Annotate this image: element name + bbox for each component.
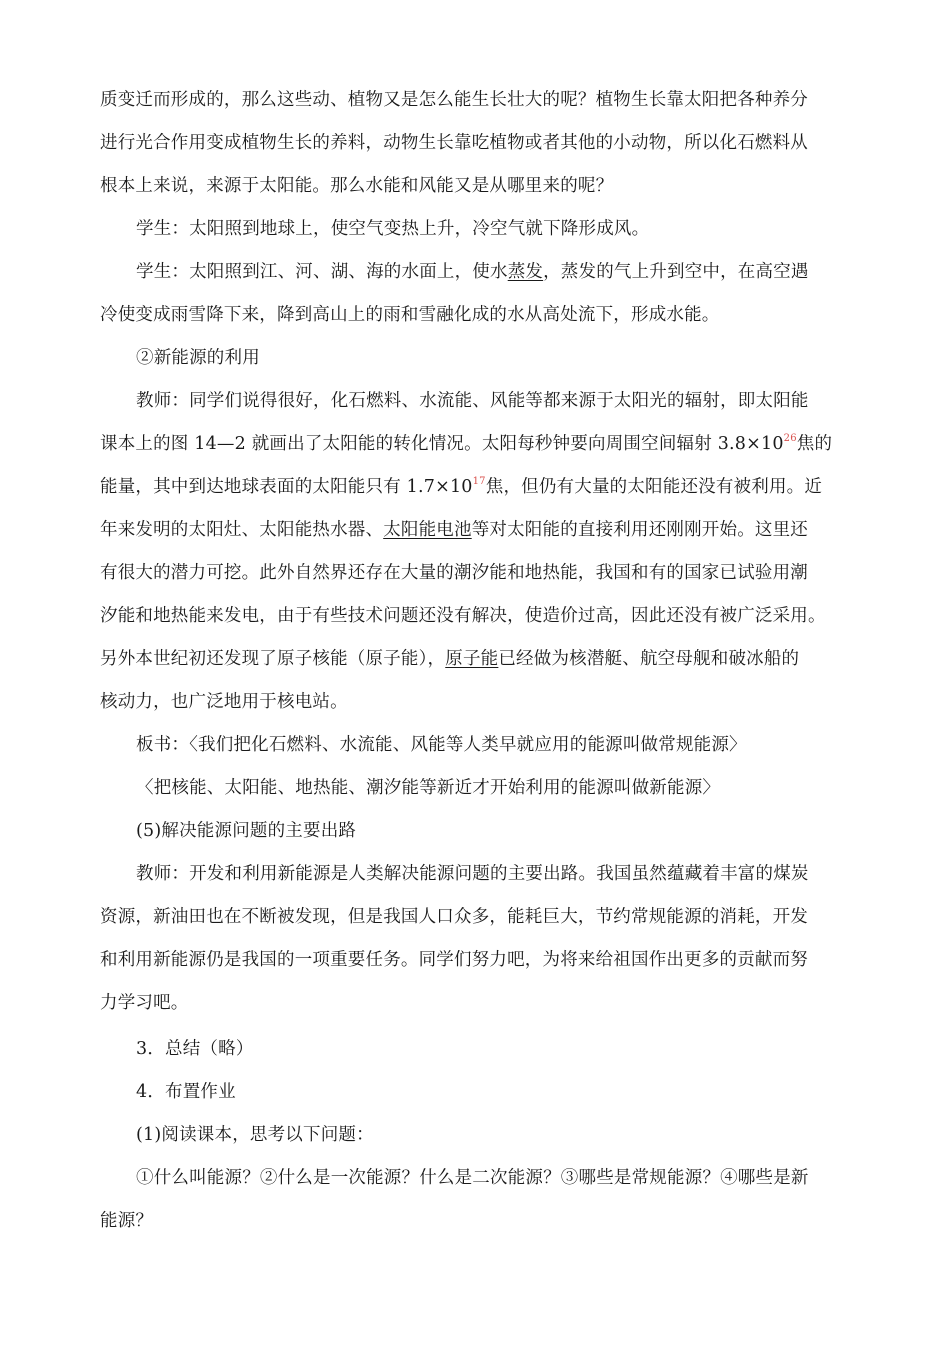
text-segment: 另外本世纪初还发现了原子核能（原子能）， xyxy=(100,649,446,669)
text-segment: ，蒸发的气上升到空中，在高空遇 xyxy=(543,262,809,282)
text-segment: 等对太阳能的直接利用还刚刚开始。这里还 xyxy=(471,520,809,540)
homework-item-1: (1)阅读课本，思考以下问题： xyxy=(136,1125,374,1145)
text-segment: 已经做为核潜艇、航空母舰和破冰船的 xyxy=(498,649,800,669)
paragraph-line: 汐能和地热能来发电，由于有些技术问题还没有解决，使造价过高，因此还没有被广泛采用。 xyxy=(100,606,826,626)
paragraph-line: 有很大的潜力可挖。此外自然界还存在大量的潮汐能和地热能，我国和有的国家已试验用潮 xyxy=(100,563,808,583)
paragraph-line: 冷使变成雨雪降下来，降到高山上的雨和雪融化成的水从高处流下，形成水能。 xyxy=(100,305,720,325)
blackboard-note-1: 板书：〈我们把化石燃料、水流能、风能等人类早就应用的能源叫做常规能源〉 xyxy=(136,735,747,755)
paragraph-line: 进行光合作用变成植物生长的养料，动物生长靠吃植物或者其他的小动物，所以化石燃料从 xyxy=(100,133,808,153)
paragraph-line xyxy=(100,518,808,542)
paragraph-line xyxy=(100,647,799,671)
exponent: 17 xyxy=(472,476,486,487)
text-segment: 课本上的图 14—2 就画出了太阳能的转化情况。太阳每秒钟要向周围空间辐射 3.8×10 xyxy=(100,434,784,454)
paragraph-line xyxy=(100,475,822,499)
paragraph-line: 根本上来说，来源于太阳能。那么水能和风能又是从哪里来的呢？ xyxy=(100,176,614,196)
paragraph-line xyxy=(100,432,832,456)
paragraph-line: 力学习吧。 xyxy=(100,993,189,1013)
blackboard-note-2: 〈把核能、太阳能、地热能、潮汐能等新近才开始利用的能源叫做新能源〉 xyxy=(136,778,721,798)
text-segment: 焦的 xyxy=(796,434,833,454)
paragraph-line: 教师：开发和利用新能源是人类解决能源问题的主要出路。我国虽然蕴藏着丰富的煤炭 xyxy=(136,864,809,884)
paragraph-line: 教师：同学们说得很好，化石燃料、水流能、风能等都来源于太阳光的辐射，即太阳能 xyxy=(136,391,809,411)
link-solar-cell[interactable]: 太阳能电池 xyxy=(383,520,472,540)
text-segment: 学生：太阳照到江、河、湖、海的水面上，使水 xyxy=(136,262,508,282)
section-heading-new-energy: ②新能源的利用 xyxy=(136,348,260,368)
paragraph-line: 核动力，也广泛地用于核电站。 xyxy=(100,692,348,712)
exponent: 26 xyxy=(783,433,797,444)
text-segment: 能量，其中到达地球表面的太阳能只有 1.7×10 xyxy=(100,477,473,497)
paragraph-line: 和利用新能源仍是我国的一项重要任务。同学们努力吧，为将来给祖国作出更多的贡献而努 xyxy=(100,950,808,970)
link-evaporation[interactable]: 蒸发 xyxy=(507,262,544,282)
paragraph-line: 质变迁而形成的，那么这些动、植物又是怎么能生长壮大的呢？植物生长靠太阳把各种养分 xyxy=(100,90,808,110)
section-homework: 4．布置作业 xyxy=(136,1082,236,1102)
link-atomic-energy[interactable]: 原子能 xyxy=(445,649,499,669)
section-heading-5: (5)解决能源问题的主要出路 xyxy=(136,821,357,841)
question-list: ①什么叫能源？②什么是一次能源？什么是二次能源？③哪些是常规能源？④哪些是新 xyxy=(136,1168,809,1188)
student-answer-1: 学生：太阳照到地球上，使空气变热上升，冷空气就下降形成风。 xyxy=(136,219,650,239)
text-segment: 焦，但仍有大量的太阳能还没有被利用。近 xyxy=(485,477,823,497)
section-summary: 3．总结（略） xyxy=(136,1039,254,1059)
question-list: 能源？ xyxy=(100,1211,154,1231)
student-answer-2 xyxy=(136,260,809,284)
paragraph-line: 资源，新油田也在不断被发现，但是我国人口众多，能耗巨大，节约常规能源的消耗，开发 xyxy=(100,907,808,927)
text-segment: 年来发明的太阳灶、太阳能热水器、 xyxy=(100,520,384,540)
